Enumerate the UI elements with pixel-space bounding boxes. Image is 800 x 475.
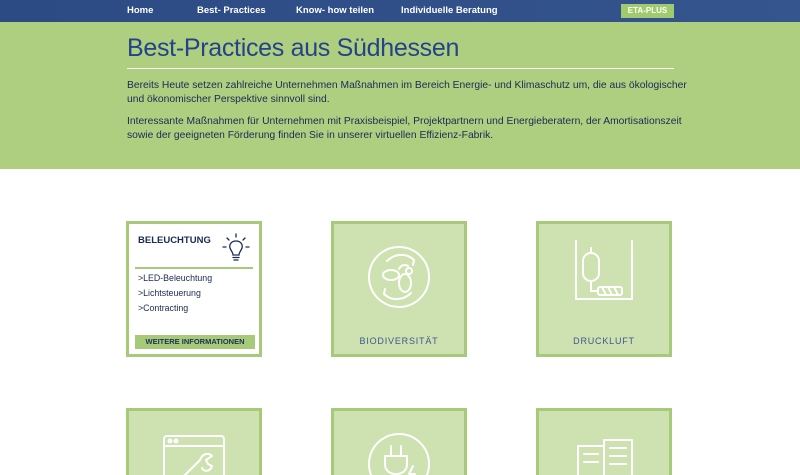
hero-section: [0, 22, 800, 169]
page-title: Best-Practices aus Südhessen: [127, 34, 460, 62]
nav-home[interactable]: Home: [127, 5, 154, 16]
window-wrench-icon: [156, 426, 232, 475]
tile-title: BELEUCHTUNG: [138, 235, 211, 246]
list-item[interactable]: >Lichtsteuerung: [138, 288, 201, 298]
intro-paragraph-1: Bereits Heute setzen zahlreiche Unternehmen Maßnahmen im Bereich Energie- und Klimaschutz um, die aus ökologischer und ökonomischer Perspektive sinnvoll sind.: [127, 80, 687, 105]
card-divider: [135, 267, 253, 269]
list-item[interactable]: >Contracting: [138, 303, 189, 313]
title-divider: [127, 68, 674, 69]
building-icon: [566, 426, 642, 475]
tile-row2-3[interactable]: [536, 408, 672, 475]
lighting-list: [138, 271, 212, 316]
tile-label: DRUCKLUFT: [573, 336, 635, 346]
list-item[interactable]: >LED-Beleuchtung: [138, 273, 213, 283]
tile-druckluft[interactable]: [536, 221, 672, 357]
tile-label: BIODIVERSITÄT: [359, 336, 439, 346]
light-bulb-icon: [221, 232, 251, 264]
plug-icon: [361, 426, 437, 475]
nav-best-practices[interactable]: Best- Practices: [197, 5, 266, 16]
compressed-air-icon: [566, 239, 642, 315]
tile-row2-2[interactable]: [331, 408, 467, 475]
tile-beleuchtung[interactable]: [126, 221, 262, 357]
tile-row2-1[interactable]: [126, 408, 262, 475]
nav-beratung[interactable]: Individuelle Beratung: [401, 5, 498, 16]
eta-plus-button[interactable]: ETA-PLUS: [621, 4, 674, 18]
top-navigation: [0, 0, 800, 22]
nav-know-how[interactable]: Know- how teilen: [296, 5, 375, 16]
biodiversity-icon: [361, 239, 437, 315]
more-info-button[interactable]: WEITERE INFORMATIONEN: [135, 335, 255, 349]
intro-paragraph-2: Interessante Maßnahmen für Unternehmen mit Praxisbeispiel, Projektpartnern und Energieberatern, der Amortisationszeit sowie der geeigneten Förderung finden Sie in unserer virtuellen Effizienz-Fabrik.: [127, 116, 682, 141]
tile-biodiversitaet[interactable]: [331, 221, 467, 357]
